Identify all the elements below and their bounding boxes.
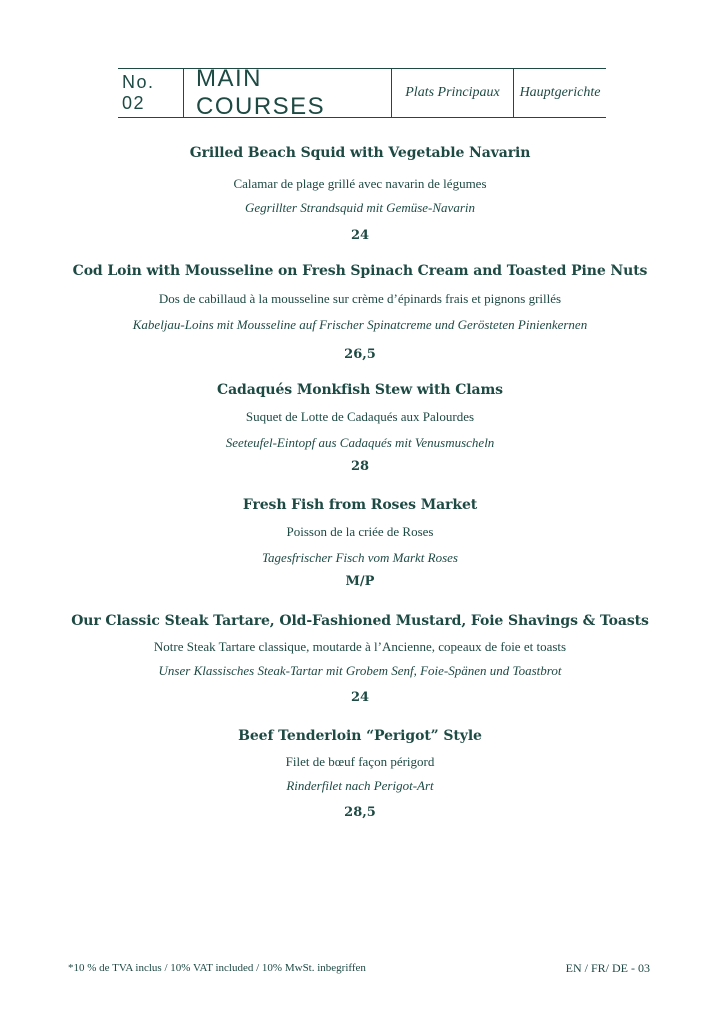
menu-item bbox=[0, 497, 720, 589]
menu-item bbox=[0, 613, 720, 705]
dish-price: 24 bbox=[350, 228, 370, 243]
vat-notice: *10 % de TVA inclus / 10% VAT included / 10% MwSt. inbegriffen bbox=[68, 962, 366, 974]
dish-price: 28,5 bbox=[344, 805, 376, 820]
dish-name-fr: Filet de bœuf façon périgord bbox=[285, 754, 435, 769]
page-languages: EN / FR/ DE - 03 bbox=[565, 961, 650, 975]
dish-name-fr: Calamar de plage grillé avec navarin de légumes bbox=[233, 176, 487, 191]
dish-name: Beef Tenderloin “Perigot” Style bbox=[238, 728, 482, 744]
dish-price: 24 bbox=[350, 690, 370, 705]
menu-item bbox=[0, 728, 720, 820]
dish-name-de: Rinderfilet nach Perigot-Art bbox=[286, 778, 434, 793]
dish-name-de: Gegrillter Strandsquid mit Gemüse-Navarin bbox=[244, 200, 475, 215]
dish-name: Cadaqués Monkfish Stew with Clams bbox=[217, 382, 503, 398]
menu-item bbox=[0, 263, 720, 362]
menu-item bbox=[0, 145, 720, 243]
dish-name-de: Seeteufel-Eintopf aus Cadaqués mit Venusmuscheln bbox=[225, 435, 495, 450]
section-title: MAIN COURSES bbox=[184, 69, 392, 117]
dish-price: 26,5 bbox=[344, 347, 376, 362]
dish-name-de: Tagesfrischer Fisch vom Markt Roses bbox=[262, 550, 458, 565]
dish-name-fr: Suquet de Lotte de Cadaqués aux Palourdes bbox=[245, 409, 475, 424]
section-header bbox=[118, 65, 606, 120]
dish-name-fr: Notre Steak Tartare classique, moutarde à l’Ancienne, copeaux de foie et toasts bbox=[153, 639, 567, 654]
dish-name: Fresh Fish from Roses Market bbox=[242, 497, 478, 513]
dish-name: Our Classic Steak Tartare, Old-Fashioned Mustard, Foie Shavings & Toasts bbox=[71, 613, 649, 629]
dish-name-de: Kabeljau-Loins mit Mousseline auf Frischer Spinatcreme und Gerösteten Pinienkernen bbox=[132, 317, 588, 332]
section-title-fr: Plats Principaux bbox=[392, 69, 514, 117]
dish-name-de: Unser Klassisches Steak-Tartar mit Grobem Senf, Foie-Spänen und Toastbrot bbox=[158, 663, 562, 678]
dish-price: 28 bbox=[350, 459, 370, 474]
dish-name-fr: Poisson de la criée de Roses bbox=[286, 524, 434, 539]
dish-name: Cod Loin with Mousseline on Fresh Spinach Cream and Toasted Pine Nuts bbox=[72, 263, 648, 279]
menu-item bbox=[0, 382, 720, 474]
dish-name: Grilled Beach Squid with Vegetable Navarin bbox=[189, 145, 531, 161]
section-number: No. 02 bbox=[118, 69, 184, 117]
dish-price: M/P bbox=[345, 574, 375, 589]
dish-name-fr: Dos de cabillaud à la mousseline sur crème d’épinards frais et pignons grillés bbox=[158, 291, 562, 306]
section-title-de: Hauptgerichte bbox=[519, 85, 601, 100]
